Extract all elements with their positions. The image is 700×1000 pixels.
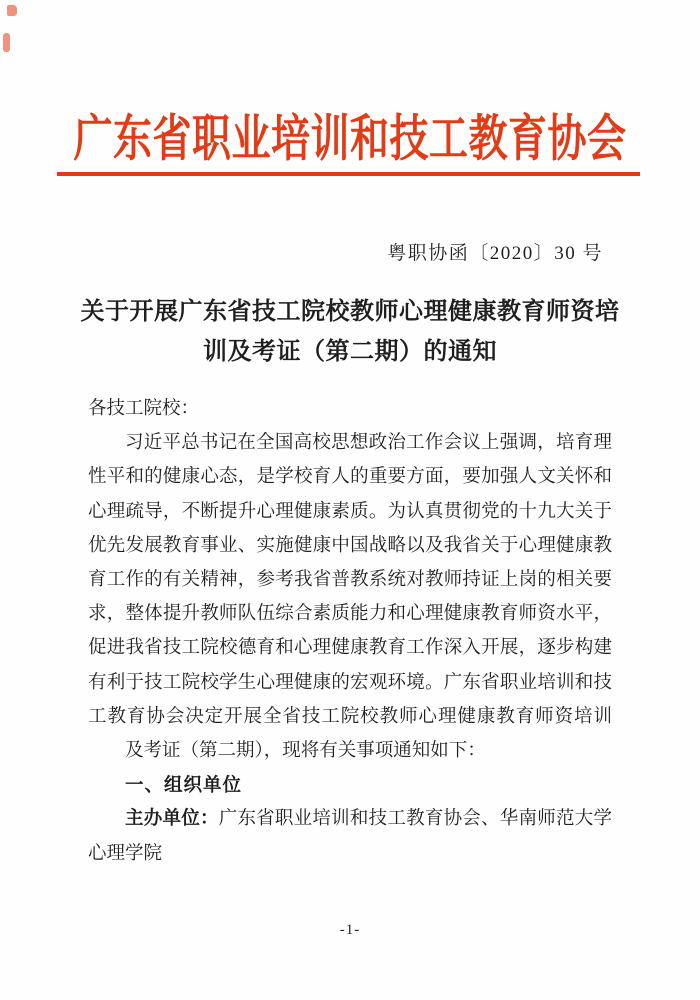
paragraph-line: 心理疏导，不断提升心理健康素质。为认真贯彻党的十九大关于 xyxy=(88,501,612,522)
section-heading-organization: 一、组织单位 xyxy=(125,774,243,796)
document-body xyxy=(88,392,612,871)
organizer-line xyxy=(88,802,612,836)
document-reference-number: 粤职协函〔2020〕30 号 xyxy=(387,243,603,264)
scan-artifact xyxy=(3,33,10,52)
document-title-line1: 关于开展广东省技工院校教师心理健康教育师资培 xyxy=(80,299,620,325)
document-title-line2: 训及考证（第二期）的通知 xyxy=(203,339,497,365)
paragraph-line: 促进我省技工院校德育和心理健康教育工作深入开展，逐步构建 xyxy=(88,638,612,659)
salutation: 各技工院校： xyxy=(88,399,200,419)
paragraph-line: 及考证（第二期），现将有关事项通知如下： xyxy=(125,741,486,762)
page-number: -1- xyxy=(339,922,361,938)
paragraph-line: 优先发展教育事业、实施健康中国战略以及我省关于心理健康教 xyxy=(88,535,612,556)
paragraph-line: 性平和的健康心态，是学校育人的重要方面，要加强人文关怀和 xyxy=(88,467,612,488)
organizer-names: 广东省职业培训和技工教育协会、华南师范大学 xyxy=(218,809,612,830)
paragraph-line: 求，整体提升教师队伍综合素质能力和心理健康教育师资水平， xyxy=(88,604,612,625)
paragraph-line: 习近平总书记在全国高校思想政治工作会议上强调，培育理 xyxy=(125,433,612,454)
organizer-label: 主办单位： xyxy=(125,809,219,830)
paragraph-line: 育工作的有关精神，参考我省普教系统对教师持证上岗的相关要 xyxy=(88,570,612,591)
paragraph-line: 工教育协会决定开展全省技工院校教师心理健康教育师资培训 xyxy=(88,706,612,727)
document-title xyxy=(40,292,660,372)
organizer-line-wrap: 心理学院 xyxy=(88,843,163,864)
scan-artifact xyxy=(7,5,17,16)
letterhead-org-name: 广东省职业培训和技工教育协会 xyxy=(73,111,627,167)
paragraph-line: 有利于技工院校学生心理健康的宏观环境。广东省职业培训和技 xyxy=(88,672,612,693)
letterhead-divider-line xyxy=(57,172,640,176)
